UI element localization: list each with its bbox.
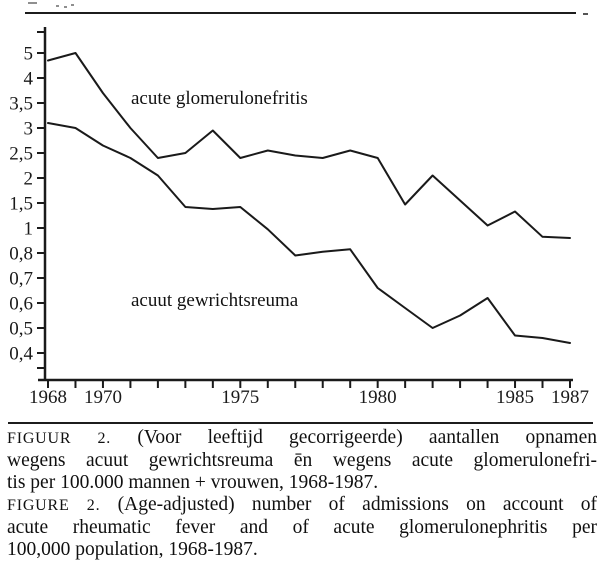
caption-nl-line2: wegens acuut gewrichtsreuma ēn wegens acute glomerulonefri- <box>7 450 597 471</box>
caption-nl-figure-label: FIGUUR 2. <box>7 430 112 447</box>
x-tick-label: 1985 <box>496 387 535 408</box>
series-label-gewrichtsreuma: acuut gewrichtsreuma <box>131 290 299 311</box>
caption-nl-line1 <box>7 427 597 450</box>
y-tick-label: 3 <box>23 118 33 140</box>
x-tick-label: 1975 <box>221 387 260 408</box>
x-tick-label: 1970 <box>83 387 122 408</box>
y-tick-label: 2,5 <box>9 143 33 165</box>
series-label-glomerulonefritis: acute glomerulonefritis <box>131 88 308 109</box>
series-line-glomerulonefritis <box>48 53 570 238</box>
caption-nl-line3: tis per 100.000 mannen + vrouwen, 1968-1987. <box>7 472 379 493</box>
y-tick-label: 0,4 <box>9 343 33 365</box>
y-tick-label: 0,8 <box>9 243 33 265</box>
y-tick-label: 3,5 <box>9 93 33 115</box>
caption-en-line1-text: (Age-adjusted) number of admissions on account of <box>117 494 598 515</box>
y-tick-label: 0,6 <box>9 293 33 315</box>
caption-nl-line1-text: (Voor leeftijd gecorrigeerde) aantallen opnamen <box>137 427 597 448</box>
x-tick-label: 1980 <box>358 387 397 408</box>
caption-rule <box>8 422 593 424</box>
y-tick-label: 1,5 <box>9 193 33 215</box>
y-tick-label: 0,5 <box>9 318 33 340</box>
caption-en-line3: 100,000 population, 1968-1987. <box>7 539 258 560</box>
x-tick-label: 1987 <box>550 387 589 408</box>
y-tick-label: 0,7 <box>9 268 33 290</box>
y-tick-label: 4 <box>23 68 33 90</box>
caption-en-figure-label: FIGURE 2. <box>7 497 101 514</box>
y-tick-label: 2 <box>23 168 33 190</box>
y-tick-label: 1 <box>23 218 33 240</box>
caption-en-line2: acute rheumatic fever and of acute glomerulonephritis per <box>7 517 597 538</box>
caption-block <box>7 427 597 561</box>
caption-en-line1 <box>7 494 597 517</box>
x-tick-label: 1968 <box>29 387 67 408</box>
y-tick-label: 5 <box>23 43 33 65</box>
